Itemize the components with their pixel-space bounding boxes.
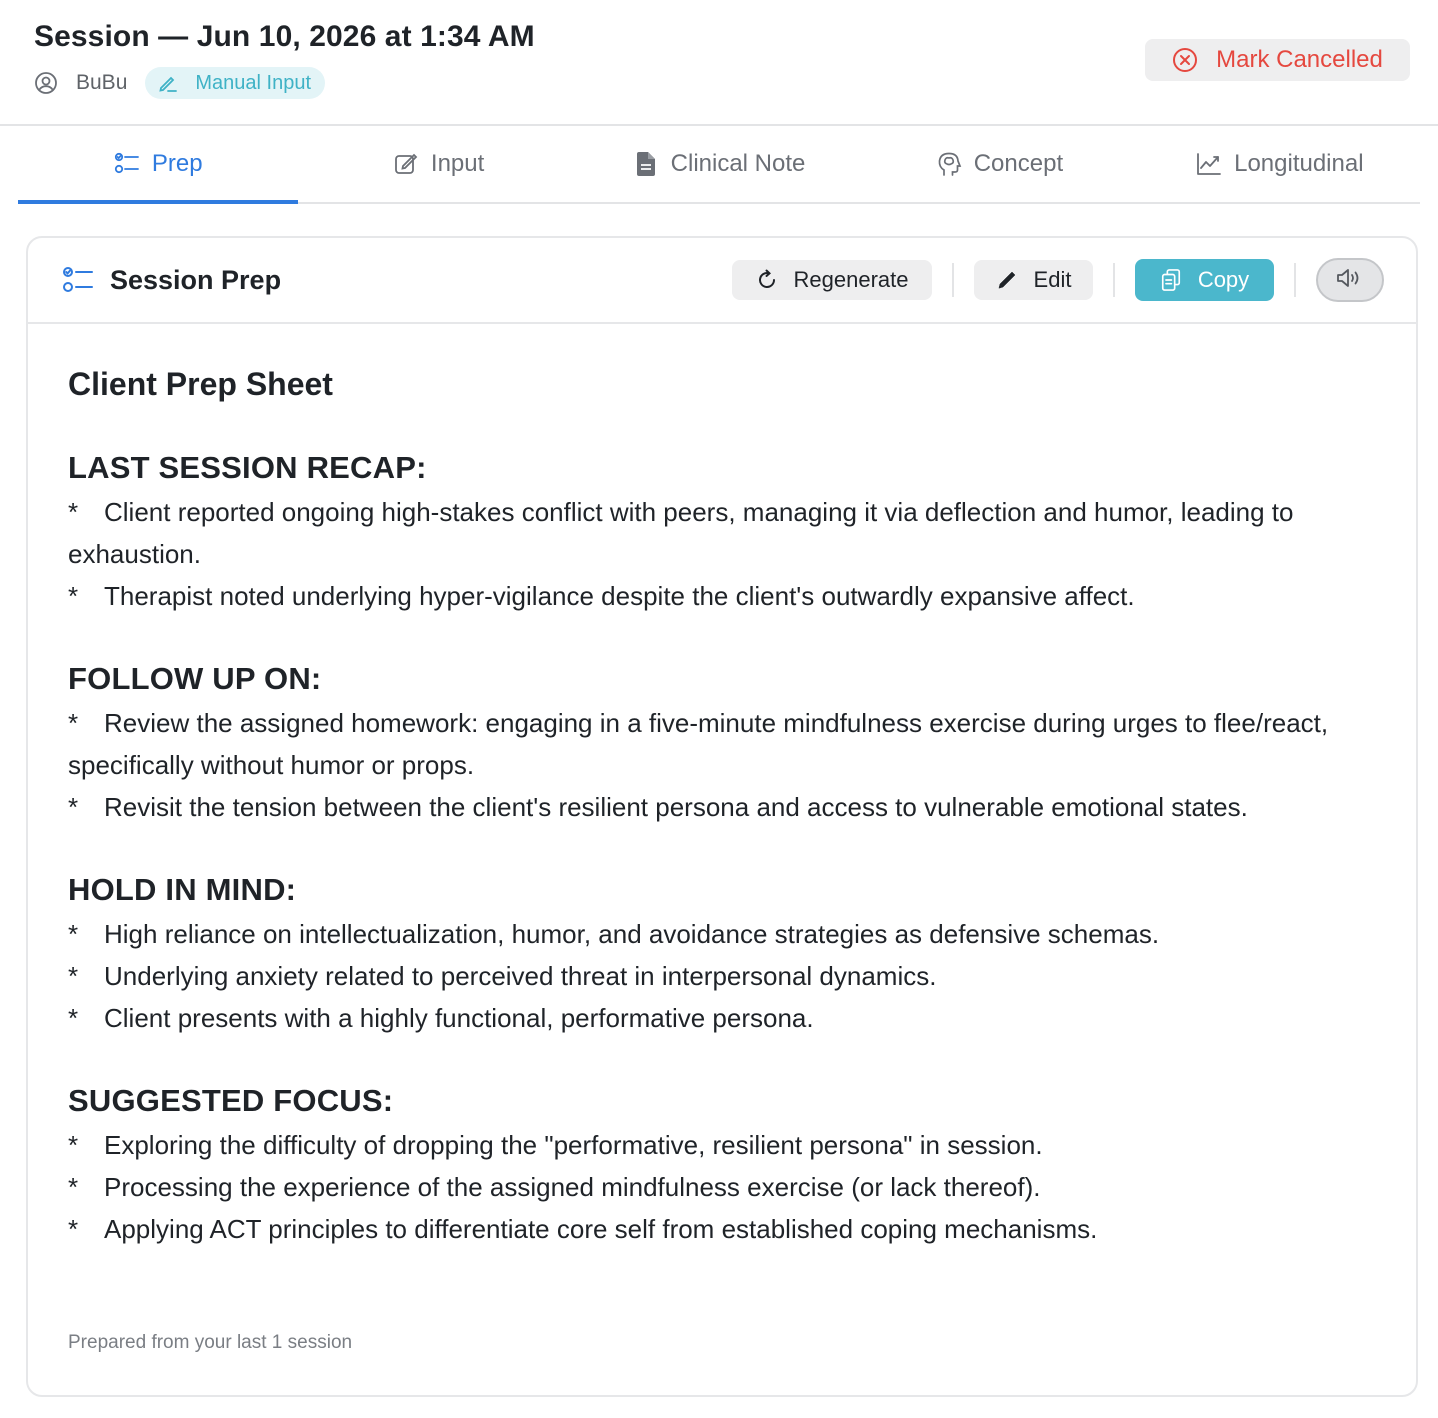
read-aloud-button[interactable] [1316, 258, 1384, 302]
bullet-marker: * [68, 581, 79, 611]
divider [1113, 263, 1115, 297]
bullet-text: Underlying anxiety related to perceived threat in interpersonal dynamics. [104, 961, 937, 991]
bullet-text: Review the assigned homework: engaging in a five-minute mindfulness exercise during urges to flee/react, specifically without humor or props. [68, 708, 1329, 780]
session-header [0, 0, 1438, 126]
bullet-marker: * [68, 708, 79, 738]
mark-cancelled-label: Mark Cancelled [1216, 46, 1383, 73]
section-heading: FOLLOW UP ON: [68, 661, 322, 696]
bullet-marker: * [68, 919, 79, 949]
user-circle-icon [34, 71, 58, 95]
edit-square-icon [393, 151, 419, 177]
bullet-text: Therapist noted underlying hyper-vigilance despite the client's outwardly expansive affect. [104, 581, 1135, 611]
bullet-marker: * [68, 1130, 79, 1160]
prep-sections [68, 446, 1368, 1250]
bullet-text: Applying ACT principles to differentiate core self from established coping mechanisms. [104, 1214, 1098, 1244]
client-name: BuBu [76, 71, 128, 94]
divider [1294, 263, 1296, 297]
section-heading: HOLD IN MIND: [68, 872, 297, 907]
prep-sheet-body [68, 362, 1368, 1250]
brain-head-icon [936, 151, 962, 177]
card-title [62, 264, 281, 296]
session-tabs [18, 126, 1420, 204]
bullet-item [68, 913, 1368, 955]
refresh-icon [756, 269, 778, 291]
bullet-marker: * [68, 792, 79, 822]
checklist-icon [114, 151, 140, 177]
tab-concept-label: Concept [973, 150, 1064, 177]
bullet-item [68, 702, 1368, 786]
input-type-badge [145, 67, 325, 99]
card-actions [732, 258, 1384, 302]
input-badge-label: Manual Input [195, 71, 312, 94]
regenerate-label: Regenerate [793, 267, 909, 292]
bullet-item [68, 1166, 1368, 1208]
document-icon [633, 151, 659, 177]
tab-concept[interactable] [859, 126, 1139, 202]
trend-chart-icon [1196, 151, 1222, 177]
bullet-marker: * [68, 497, 79, 527]
bullet-text: Client reported ongoing high-stakes conflict with peers, managing it via deflection and humor, leading to exhaustion. [68, 497, 1294, 569]
pen-icon [157, 72, 179, 94]
tab-input[interactable] [298, 126, 578, 202]
tab-input-label: Input [430, 150, 485, 177]
bullet-item [68, 1208, 1368, 1250]
copy-button[interactable] [1135, 259, 1274, 301]
tab-longitudinal[interactable] [1140, 126, 1420, 202]
pencil-icon [996, 269, 1018, 291]
bullet-item [68, 786, 1368, 828]
card-header [28, 238, 1416, 324]
bullet-item [68, 997, 1368, 1039]
copy-icon [1160, 269, 1182, 291]
section-heading: SUGGESTED FOCUS: [68, 1083, 394, 1118]
card-title-label: Session Prep [110, 264, 282, 295]
divider [952, 263, 954, 297]
bullet-item [68, 575, 1368, 617]
edit-label: Edit [1033, 267, 1072, 292]
bullet-item [68, 491, 1368, 575]
session-meta [34, 66, 325, 100]
checklist-icon [62, 264, 94, 296]
mark-cancelled-button[interactable] [1145, 39, 1410, 81]
tab-clinical-note-label: Clinical Note [670, 150, 806, 177]
session-prep-card [26, 236, 1418, 1397]
cancel-circle-icon [1172, 47, 1198, 73]
tab-clinical-note[interactable] [579, 126, 859, 202]
prep-section [68, 446, 1368, 617]
tab-longitudinal-label: Longitudinal [1234, 150, 1364, 177]
prep-sheet-title: Client Prep Sheet [68, 366, 333, 402]
edit-button[interactable] [974, 260, 1093, 300]
prep-footer-note: Prepared from your last 1 session [68, 1332, 353, 1353]
bullet-text: Client presents with a highly functional, performative persona. [104, 1003, 814, 1033]
bullet-item [68, 955, 1368, 997]
bullet-text: Exploring the difficulty of dropping the "performative, resilient persona" in session. [104, 1130, 1043, 1160]
speaker-icon [1335, 266, 1365, 295]
tab-prep-label: Prep [151, 150, 203, 177]
bullet-text: Processing the experience of the assigned mindfulness exercise (or lack thereof). [104, 1172, 1041, 1202]
prep-section [68, 1079, 1368, 1250]
bullet-text: Revisit the tension between the client's resilient persona and access to vulnerable emotional states. [104, 792, 1248, 822]
section-heading: LAST SESSION RECAP: [68, 450, 427, 485]
bullet-marker: * [68, 1003, 79, 1033]
bullet-marker: * [68, 1172, 79, 1202]
bullet-marker: * [68, 1214, 79, 1244]
bullet-text: High reliance on intellectualization, humor, and avoidance strategies as defensive schemas. [104, 919, 1160, 949]
prep-section [68, 868, 1368, 1039]
page-title: Session — Jun 10, 2026 at 1:34 AM [34, 20, 535, 53]
prep-section [68, 657, 1368, 828]
copy-label: Copy [1197, 267, 1250, 292]
bullet-marker: * [68, 961, 79, 991]
bullet-item [68, 1124, 1368, 1166]
tab-prep[interactable] [18, 126, 298, 202]
regenerate-button[interactable] [732, 260, 932, 300]
